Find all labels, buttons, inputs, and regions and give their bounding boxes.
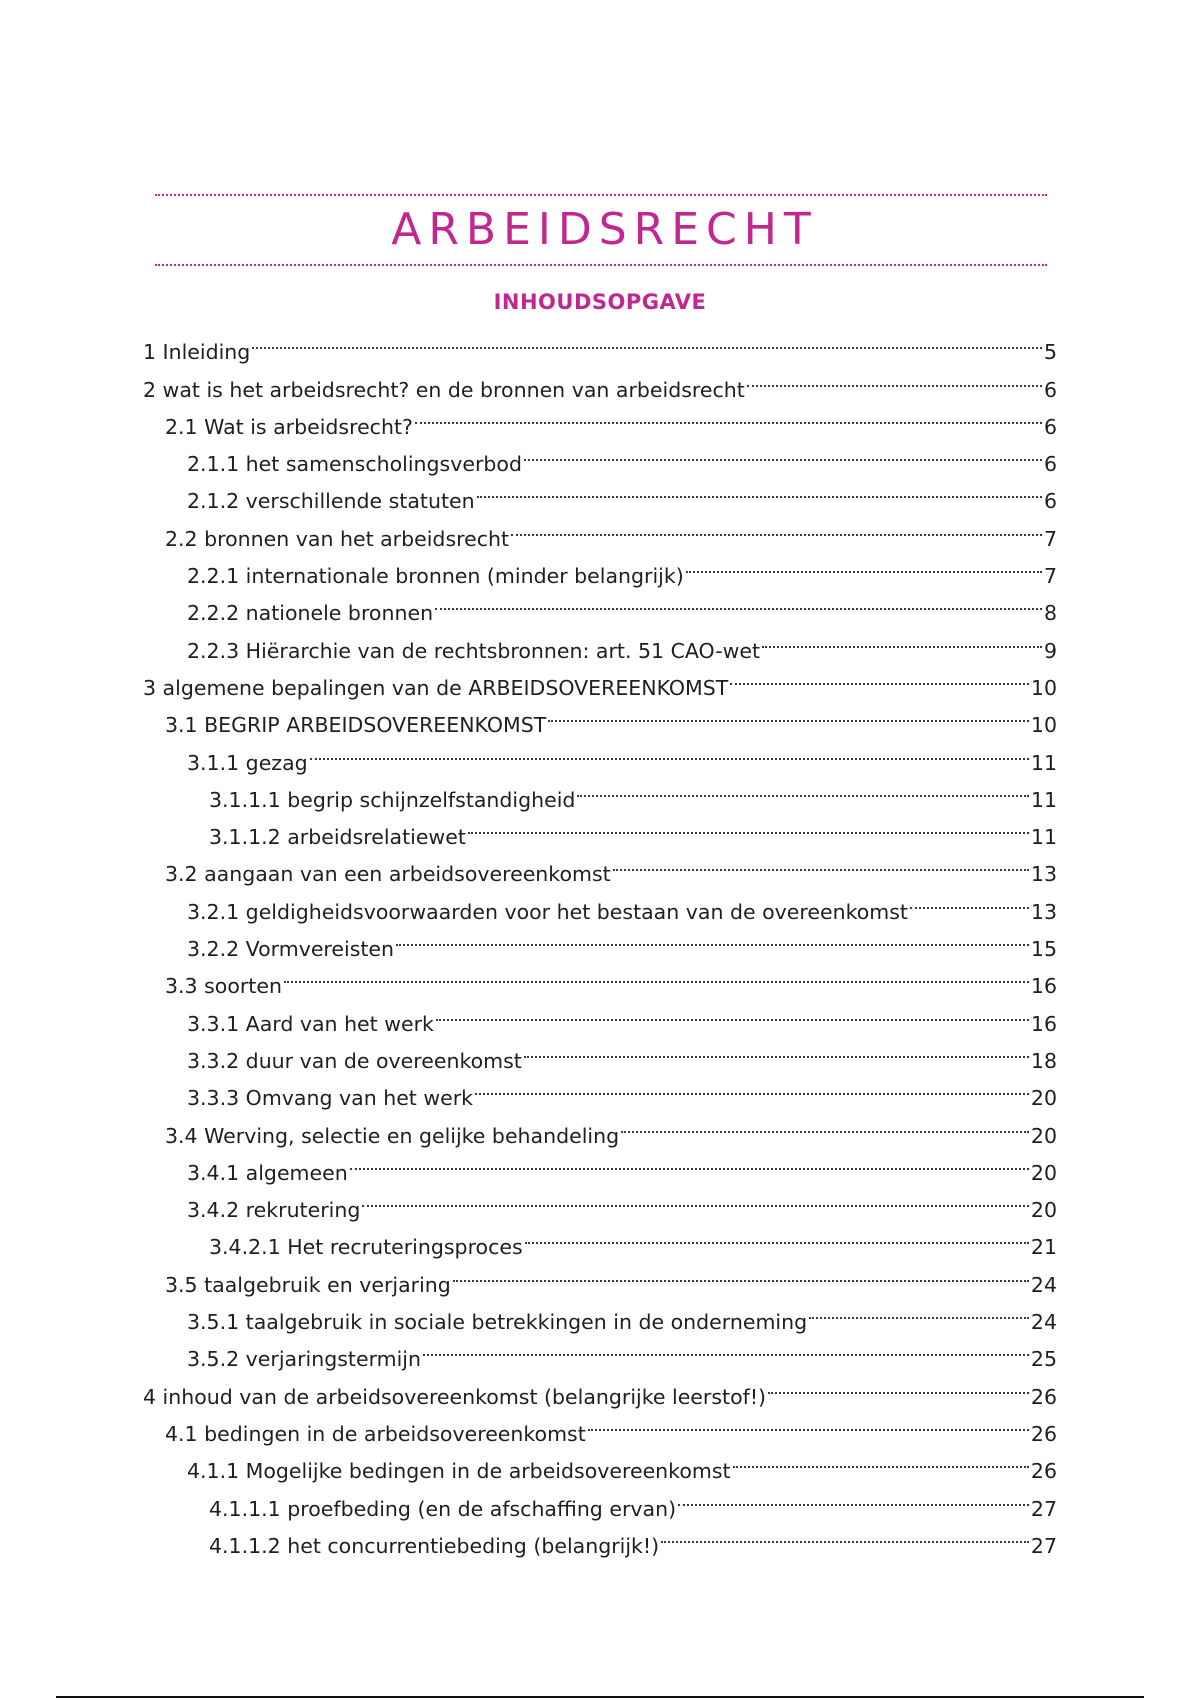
title-top-rule <box>155 194 1047 196</box>
toc-entry-label: 3.1 BEGRIP ARBEIDSOVEREENKOMST <box>165 713 547 738</box>
title-block <box>155 194 1047 266</box>
toc-entry-page-number: 24 <box>1030 1310 1057 1335</box>
toc-entry-label: 3.1.1.2 arbeidsrelatiewet <box>209 825 466 850</box>
toc-heading: INHOUDSOPGAVE <box>493 290 707 314</box>
toc-entry-label: 4 inhoud van de arbeidsovereenkomst (belangrijke leerstof!) <box>143 1384 767 1409</box>
toc-dot-leader <box>684 546 1044 583</box>
toc-entry-page-number: 24 <box>1030 1272 1057 1297</box>
toc-entry-page-number: 9 <box>1043 638 1057 663</box>
toc-entry-page-number: 6 <box>1043 414 1057 439</box>
toc-dot-leader <box>807 1292 1031 1329</box>
toc-entry[interactable] <box>143 322 1057 365</box>
toc-dot-leader <box>659 1516 1031 1553</box>
toc-entry-page-number: 7 <box>1043 526 1057 551</box>
toc-entry-page-number: 27 <box>1030 1496 1057 1521</box>
toc-dot-leader <box>575 770 1030 807</box>
toc-dot-leader <box>522 434 1044 471</box>
toc-entry-label: 3.3 soorten <box>165 974 282 999</box>
toc-dot-leader <box>348 1143 1031 1180</box>
toc-dot-leader <box>586 1404 1031 1441</box>
toc-entry-label: 3.5.2 verjaringstermijn <box>187 1347 421 1372</box>
toc-dot-leader <box>475 471 1044 508</box>
toc-entry-label: 2.2 bronnen van het arbeidsrecht <box>165 526 510 551</box>
toc-entry-label: 4.1.1 Mogelijke bedingen in de arbeidsovereenkomst <box>187 1459 731 1484</box>
toc-entry-label: 3.2.1 geldigheidsvoorwaarden voor het bestaan van de overeenkomst <box>187 899 908 924</box>
toc-dot-leader <box>413 397 1044 434</box>
toc-entry-label: 3.2 aangaan van een arbeidsovereenkomst <box>165 862 611 887</box>
toc-entry-page-number: 13 <box>1030 862 1057 887</box>
toc-entry-page-number: 8 <box>1043 601 1057 626</box>
toc-entry-page-number: 7 <box>1043 564 1057 589</box>
toc-entry-page-number: 11 <box>1030 787 1057 812</box>
toc-entry-page-number: 26 <box>1030 1459 1057 1484</box>
toc-entry-page-number: 18 <box>1030 1048 1057 1073</box>
toc-entry-label: 2.1.1 het samenscholingsverbod <box>187 452 522 477</box>
toc-entry-page-number: 21 <box>1030 1235 1057 1260</box>
title-bottom-rule <box>155 264 1047 266</box>
toc-dot-leader <box>760 620 1044 657</box>
toc-dot-leader <box>360 1180 1031 1217</box>
toc-entry-page-number: 11 <box>1030 750 1057 775</box>
table-of-contents <box>143 322 1057 1558</box>
toc-dot-leader <box>731 1441 1031 1478</box>
toc-entry-label: 3.2.2 Vormvereisten <box>187 937 395 962</box>
toc-entry-label: 3.5 taalgebruik en verjaring <box>165 1272 451 1297</box>
toc-entry-page-number: 27 <box>1030 1533 1057 1558</box>
toc-entry-page-number: 25 <box>1030 1347 1057 1372</box>
toc-dot-leader <box>466 807 1031 844</box>
toc-dot-leader <box>908 881 1031 918</box>
toc-entry-label: 4.1.1.2 het concurrentiebeding (belangrijk!) <box>209 1533 660 1558</box>
toc-entry-page-number: 20 <box>1030 1198 1057 1223</box>
toc-entry-label: 3.4.2 rekrutering <box>187 1198 361 1223</box>
toc-entry-label: 3.4.1 algemeen <box>187 1160 348 1185</box>
toc-dot-leader <box>308 732 1031 769</box>
toc-entry-label: 4.1 bedingen in de arbeidsovereenkomst <box>165 1421 586 1446</box>
toc-dot-leader <box>433 583 1044 620</box>
toc-entry-label: 3.5.1 taalgebruik in sociale betrekkingen in de onderneming <box>187 1310 808 1335</box>
toc-entry-page-number: 26 <box>1030 1421 1057 1446</box>
toc-entry-label: 3.3.2 duur van de overeenkomst <box>187 1048 522 1073</box>
toc-entry-page-number: 15 <box>1030 937 1057 962</box>
toc-entry-label: 3 algemene bepalingen van de ARBEIDSOVEREENKOMST <box>143 675 729 700</box>
toc-entry[interactable] <box>143 359 1057 402</box>
toc-dot-leader <box>766 1366 1031 1403</box>
toc-entry-page-number: 16 <box>1030 974 1057 999</box>
toc-dot-leader <box>745 359 1044 396</box>
toc-entry-page-number: 5 <box>1043 340 1057 365</box>
toc-entry-label: 2.1 Wat is arbeidsrecht? <box>165 414 413 439</box>
toc-entry-page-number: 26 <box>1030 1384 1057 1409</box>
toc-dot-leader <box>611 844 1031 881</box>
toc-dot-leader <box>676 1478 1031 1515</box>
toc-entry-label: 3.3.1 Aard van het werk <box>187 1011 434 1036</box>
toc-entry-page-number: 20 <box>1030 1160 1057 1185</box>
toc-dot-leader <box>619 1105 1031 1142</box>
toc-dot-leader <box>509 508 1044 545</box>
toc-dot-leader <box>434 993 1031 1030</box>
toc-entry-page-number: 20 <box>1030 1123 1057 1148</box>
toc-entry-label: 3.4.2.1 Het recruteringsproces <box>209 1235 523 1260</box>
page-bottom-rule <box>56 1696 1144 1698</box>
toc-entry-label: 3.1.1 gezag <box>187 750 308 775</box>
toc-dot-leader <box>451 1254 1031 1291</box>
toc-dot-leader <box>546 695 1031 732</box>
toc-entry-page-number: 20 <box>1030 1086 1057 1111</box>
toc-entry-page-number: 16 <box>1030 1011 1057 1036</box>
toc-entry-page-number: 11 <box>1030 825 1057 850</box>
toc-dot-leader <box>728 658 1031 695</box>
toc-dot-leader <box>522 1031 1031 1068</box>
toc-dot-leader <box>473 1068 1031 1105</box>
toc-entry-label: 2 wat is het arbeidsrecht? en de bronnen van arbeidsrecht <box>143 377 745 402</box>
toc-entry-label: 4.1.1.1 proefbeding (en de afschaffing ervan) <box>209 1496 677 1521</box>
toc-dot-leader <box>250 322 1044 359</box>
toc-entry-label: 3.4 Werving, selectie en gelijke behandeling <box>165 1123 620 1148</box>
toc-dot-leader <box>394 919 1031 956</box>
toc-entry-label: 1 Inleiding <box>143 340 251 365</box>
toc-dot-leader <box>523 1217 1031 1254</box>
toc-entry-page-number: 13 <box>1030 899 1057 924</box>
toc-entry-page-number: 6 <box>1043 377 1057 402</box>
document-title: ARBEIDSRECHT <box>391 204 818 255</box>
toc-entry-label: 3.3.3 Omvang van het werk <box>187 1086 474 1111</box>
toc-entry-page-number: 10 <box>1030 675 1057 700</box>
toc-dot-leader <box>282 956 1031 993</box>
toc-entry-label: 3.1.1.1 begrip schijnzelfstandigheid <box>209 787 576 812</box>
toc-entry-label: 2.2.2 nationele bronnen <box>187 601 434 626</box>
toc-entry-page-number: 6 <box>1043 452 1057 477</box>
toc-entry-page-number: 6 <box>1043 489 1057 514</box>
toc-dot-leader <box>421 1329 1031 1366</box>
toc-entry-label: 2.2.3 Hiërarchie van de rechtsbronnen: art. 51 CAO-wet <box>187 638 761 663</box>
toc-entry-page-number: 10 <box>1030 713 1057 738</box>
toc-entry-label: 2.1.2 verschillende statuten <box>187 489 475 514</box>
toc-entry-label: 2.2.1 internationale bronnen (minder belangrijk) <box>187 564 684 589</box>
